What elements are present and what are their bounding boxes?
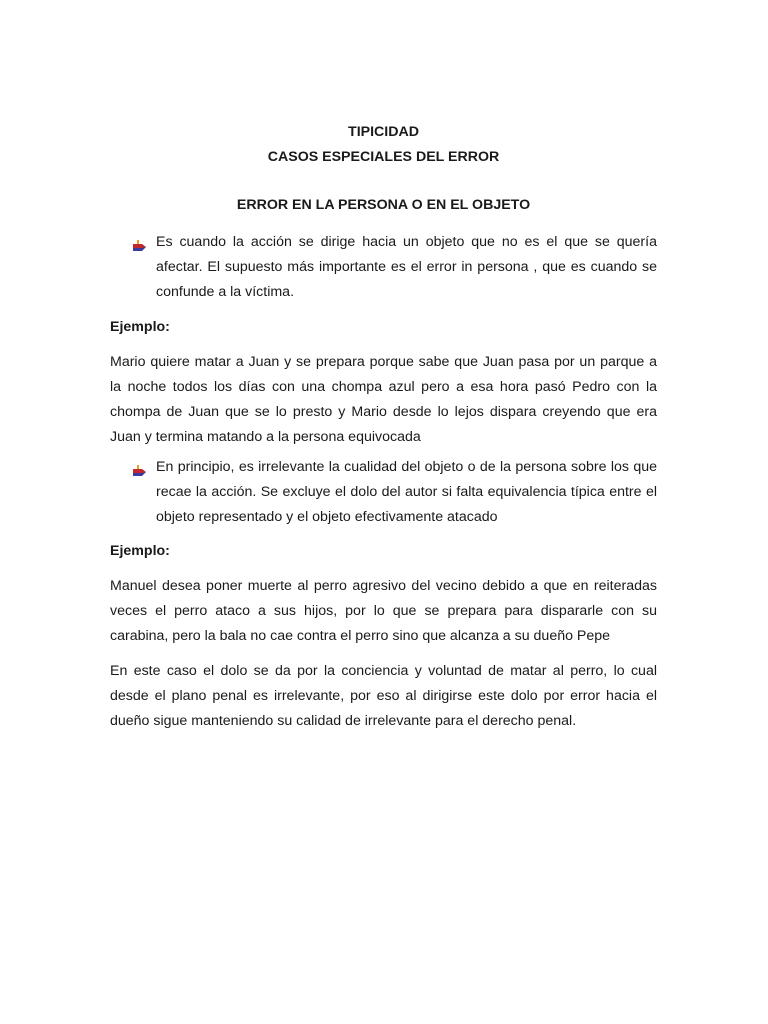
document-title: TIPICIDAD bbox=[348, 124, 419, 140]
bullet-text-2: En principio, es irrelevante la cualidad del objeto o de la persona sobre los que recae la acción. Se excluye el dolo del autor si falta equivalencia típica entre el objeto representado y el objeto efectivamente atacado bbox=[156, 459, 657, 525]
bullet-text-1: Es cuando la acción se dirige hacia un objeto que no es el que se quería afectar. El supuesto más importante es el error in persona , que es cuando se confunde a la víctima. bbox=[156, 234, 657, 300]
example-label-1: Ejemplo: bbox=[110, 319, 170, 335]
document-subtitle: CASOS ESPECIALES DEL ERROR bbox=[267, 149, 500, 165]
bullet-item-1 bbox=[110, 230, 657, 305]
document-page bbox=[110, 120, 657, 734]
colored-arrow-bullet-icon bbox=[133, 236, 147, 248]
section-heading: ERROR EN LA PERSONA O EN EL OBJETO bbox=[236, 197, 531, 213]
example-label-2: Ejemplo: bbox=[110, 543, 170, 559]
example-text-1: Mario quiere matar a Juan y se prepara porque sabe que Juan pasa por un parque a la noche todos los días con una chompa azul pero a esa hora pasó Pedro con la chompa de Juan que se lo presto y Mario desde lo lejos dispara creyendo que era Juan y termina matando a la persona equivocada bbox=[110, 354, 657, 445]
conclusion-paragraph: En este caso el dolo se da por la conciencia y voluntad de matar al perro, lo cual desde el plano penal es irrelevante, por eso al dirigirse este dolo por error hacia el dueño sigue manteniendo su calidad de irrelevante para el derecho penal. bbox=[110, 663, 657, 729]
colored-arrow-bullet-icon bbox=[133, 461, 147, 473]
bullet-item-2 bbox=[110, 455, 657, 530]
example-text-2: Manuel desea poner muerte al perro agresivo del vecino debido a que en reiteradas veces el perro ataco a sus hijos, por lo que se prepara para dispararle con su carabina, pero la bala no cae contra el perro sino que alcanza a su dueño Pepe bbox=[110, 578, 657, 644]
